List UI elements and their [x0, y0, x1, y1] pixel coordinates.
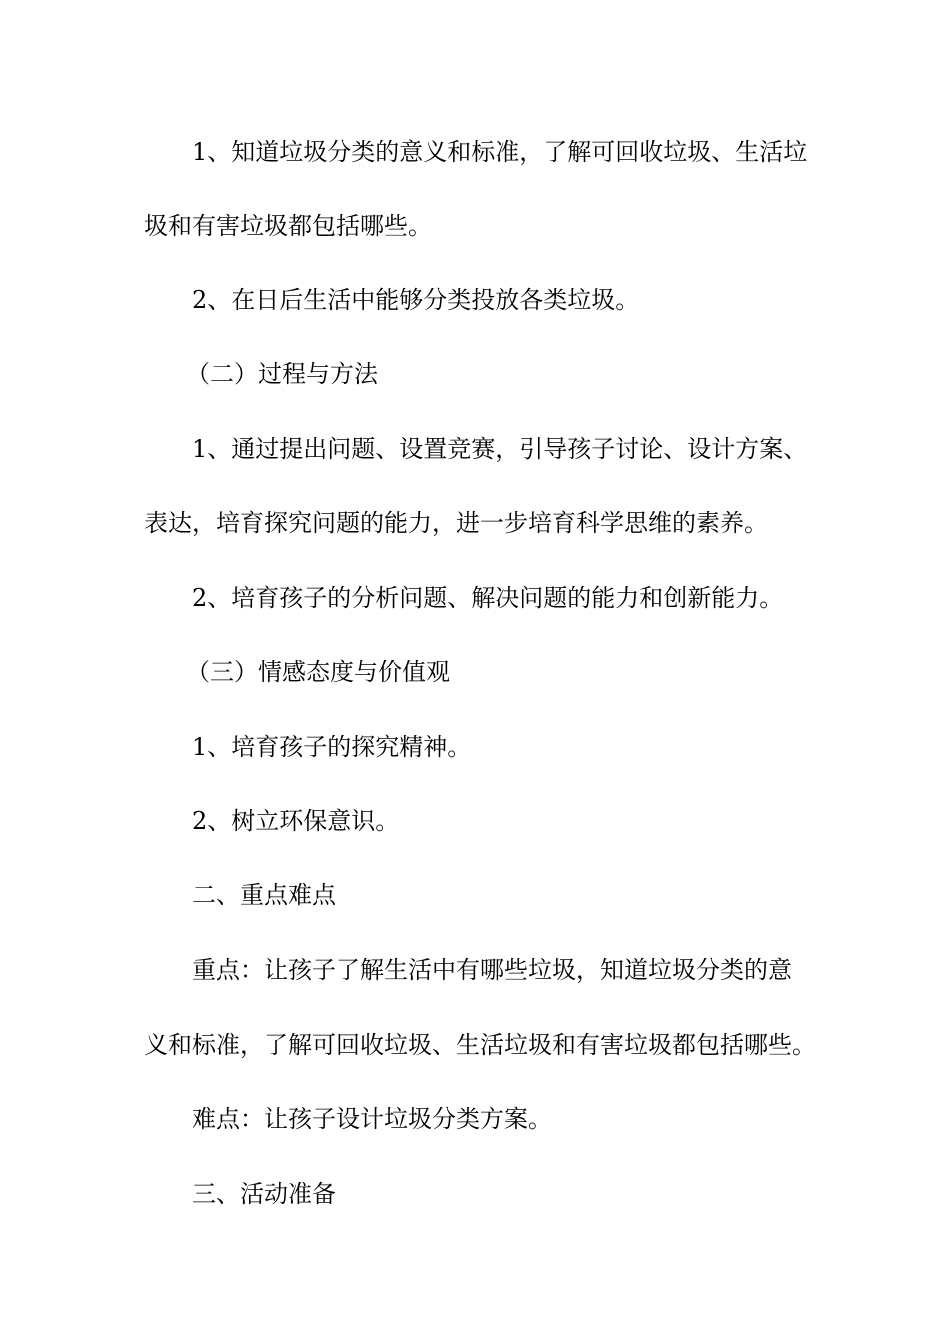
paragraph-line: 重点：让孩子了解生活中有哪些垃圾，知道垃圾分类的意: [192, 956, 792, 984]
section-heading: 二、重点难点: [192, 881, 336, 909]
section-heading: 三、活动准备: [192, 1180, 336, 1208]
paragraph-line: 难点：让孩子设计垃圾分类方案。: [192, 1105, 552, 1133]
paragraph-line: 2、培育孩子的分析问题、解决问题的能力和创新能力。: [192, 584, 784, 612]
paragraph-line: 1、通过提出问题、设置竞赛，引导孩子讨论、设计方案、: [192, 435, 808, 463]
paragraph-line: 义和标准，了解可回收垃圾、生活垃圾和有害垃圾都包括哪些。: [144, 1031, 816, 1059]
paragraph-line: 圾和有害垃圾都包括哪些。: [144, 212, 432, 240]
paragraph-line: 2、树立环保意识。: [192, 807, 400, 835]
paragraph-line: 表达，培育探究问题的能力，进一步培育科学思维的素养。: [144, 509, 768, 537]
section-heading: （三）情感态度与价值观: [186, 658, 450, 686]
paragraph-line: 1、知道垃圾分类的意义和标准，了解可回收垃圾、生活垃: [192, 138, 808, 166]
section-heading: （二）过程与方法: [186, 360, 378, 388]
paragraph-line: 1、培育孩子的探究精神。: [192, 733, 472, 761]
paragraph-line: 2、在日后生活中能够分类投放各类垃圾。: [192, 286, 640, 314]
